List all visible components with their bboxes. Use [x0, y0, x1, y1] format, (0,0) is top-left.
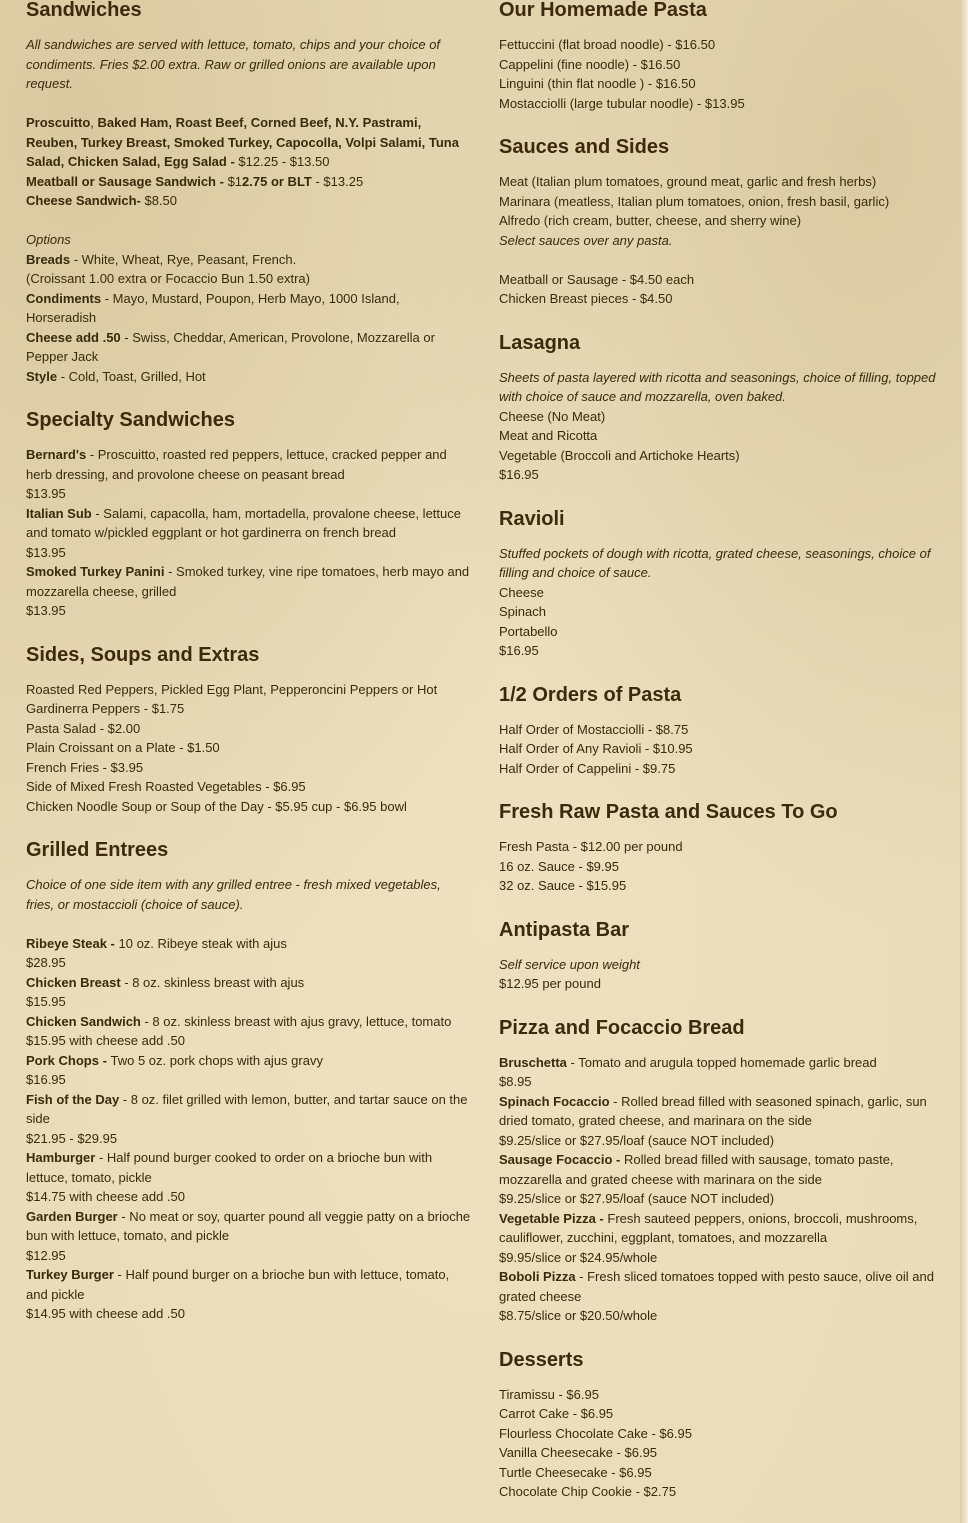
right-column — [499, 0, 944, 1502]
item-name: Ribeye Steak - — [26, 935, 119, 951]
item-name: Smoked Turkey Panini — [26, 564, 165, 579]
item-price: $8.95 — [499, 1074, 532, 1089]
desserts-section — [499, 1350, 944, 1502]
item-name: Sausage Focaccio - — [499, 1152, 624, 1167]
item-desc: - Half pound burger on a brioche bun with lettuce, tomato, and pickle — [26, 1267, 450, 1302]
item-price: $9.95/slice or $24.95/whole — [499, 1249, 658, 1265]
list-item: Cheese — [499, 584, 544, 600]
meatball-price: - $13.25 — [311, 173, 364, 189]
item-name: Chicken Sandwich — [26, 1013, 141, 1029]
list-item: Chocolate Chip Cookie - $2.75 — [499, 1484, 677, 1499]
ravioli-intro: Stuffed pockets of dough with ricotta, grated cheese, seasonings, choice of filling and choice of sauce. — [499, 545, 931, 580]
item-price: $28.95 — [26, 955, 66, 970]
item-desc: Rolled bread filled with sausage, tomato paste, mozzarella and grated cheese with marinara on the side — [499, 1152, 894, 1187]
raw-pasta-section — [499, 802, 944, 896]
list-item: Marinara (meatless, Italian plum tomatoes, onion, fresh basil, garlic) — [499, 193, 890, 209]
breads-label: Breads — [26, 251, 71, 267]
cheese-sandwich-name: Cheese Sandwich- — [26, 193, 145, 208]
item-desc: - Tomato and arugula topped homemade garlic bread — [566, 1054, 877, 1070]
meatball-name: Meatball or Sausage Sandwich - — [26, 173, 228, 189]
list-item: Pasta Salad - $2.00 — [26, 720, 141, 736]
item-price: $14.95 with cheese add .50 — [26, 1306, 186, 1321]
antipasta-section — [499, 920, 944, 994]
pizza-item — [499, 1150, 944, 1209]
list-item: Flourless Chocolate Cake - $6.95 — [499, 1425, 692, 1441]
item-price: $14.75 with cheese add .50 — [26, 1189, 186, 1204]
cheese-add-line — [26, 328, 471, 367]
list-item: Turtle Cheesecake - $6.95 — [499, 1464, 652, 1480]
item-desc: - Fresh sliced tomatoes topped with pesto sauce, olive oil and grated cheese — [499, 1269, 934, 1304]
meatball-name-2: 2.75 or BLT — [242, 173, 312, 189]
ravioli-heading: Ravioli — [499, 507, 565, 530]
condiments-label: Condiments — [26, 290, 102, 306]
options-label: Options — [26, 232, 71, 247]
style-line — [26, 367, 471, 387]
grilled-item — [26, 1148, 471, 1207]
item-desc: Two 5 oz. pork chops with ajus gravy — [110, 1052, 323, 1068]
pizza-section — [499, 1018, 944, 1326]
item-name: Pork Chops - — [26, 1052, 111, 1068]
list-item: 32 oz. Sauce - $15.95 — [499, 878, 627, 893]
list-item: Side of Mixed Fresh Roasted Vegetables - $6.95 — [26, 779, 306, 794]
list-item: Fettuccini (flat broad noodle) - $16.50 — [499, 37, 716, 52]
list-item: Vanilla Cheesecake - $6.95 — [499, 1445, 658, 1460]
style-text: - Cold, Toast, Grilled, Hot — [57, 368, 206, 384]
list-item: Linguini (thin flat noodle ) - $16.50 — [499, 76, 696, 91]
sandwich-list-price: $12.25 - $13.50 — [238, 154, 330, 169]
list-item: Alfredo (rich cream, butter, cheese, and sherry wine) — [499, 213, 802, 228]
item-price: $9.25/slice or $27.95/loaf (sauce NOT included) — [499, 1132, 775, 1148]
grilled-heading: Grilled Entrees — [26, 839, 169, 861]
sides-heading: Sides, Soups and Extras — [26, 643, 260, 666]
grilled-intro: Choice of one side item with any grilled entree - fresh mixed vegetables, fries, or mostaccioli (choice of sauce). — [26, 877, 441, 912]
meatball-line — [26, 172, 471, 192]
item-price: $15.95 — [26, 994, 66, 1009]
list-item: 16 oz. Sauce - $9.95 — [499, 858, 619, 874]
pizza-item — [499, 1209, 944, 1268]
item-desc: - 8 oz. filet grilled with lemon, butter, and tartar sauce on the side — [26, 1091, 468, 1126]
item-price: $15.95 with cheese add .50 — [26, 1033, 186, 1048]
list-item: Chicken Noodle Soup or Soup of the Day - $5.95 cup - $6.95 bowl — [26, 798, 407, 814]
pizza-heading: Pizza and Focaccio Bread — [499, 1016, 745, 1039]
cheese-sandwich-line — [26, 191, 471, 211]
item-desc: - 8 oz. skinless breast with ajus gravy, lettuce, tomato — [140, 1013, 452, 1029]
page-edge — [960, 0, 968, 1523]
sandwiches-intro: All sandwiches are served with lettuce, tomato, chips and your choice of condiments. Fries $2.00 extra. Raw or grilled onions are available upon request. — [26, 37, 441, 91]
list-item: Carrot Cake - $6.95 — [499, 1406, 614, 1421]
list-item: Fresh Pasta - $12.00 per pound — [499, 839, 683, 854]
list-item: Chicken Breast pieces - $4.50 — [499, 291, 673, 306]
sandwiches-section — [26, 0, 471, 386]
list-item: Portabello — [499, 623, 558, 639]
lasagna-heading: Lasagna — [499, 331, 581, 354]
list-item: Tiramissu - $6.95 — [499, 1386, 599, 1402]
condiments-line — [26, 289, 471, 328]
item-price: $16.95 — [26, 1072, 66, 1087]
desserts-heading: Desserts — [499, 1348, 584, 1371]
list-item: Mostacciolli (large tubular noodle) - $13.95 — [499, 95, 745, 111]
ravioli-section — [499, 509, 944, 661]
sandwich-list-sep: , — [90, 115, 98, 130]
sauces-heading: Sauces and Sides — [499, 136, 670, 158]
sandwich-list — [26, 113, 471, 172]
grilled-item — [26, 1090, 471, 1149]
item-name: Garden Burger — [26, 1208, 118, 1224]
list-item: Plain Croissant on a Plate - $1.50 — [26, 740, 220, 755]
pizza-item — [499, 1267, 944, 1326]
item-name: Hamburger — [26, 1150, 96, 1165]
item-desc: - Salami, capacolla, ham, mortadella, provalone cheese, lettuce and tomato w/pickled eggplant or hot gardinerra on french bread — [26, 505, 461, 540]
item-desc: - 8 oz. skinless breast with ajus — [120, 974, 305, 990]
pizza-item — [499, 1092, 944, 1151]
sandwich-list-bold-2: Baked Ham, Roast Beef, Corned Beef, N.Y. Pastrami, Reuben, Turkey Breast, Smoked Turkey, Capocolla, Volpi Salami, Tuna Salad, Chicken Salad, Egg Salad - — [26, 115, 459, 169]
item-desc: - Proscuitto, roasted red peppers, lettuce, cracked pepper and herb dressing, and provolone cheese on peasant bread — [26, 447, 447, 482]
cheese-add-text: - Swiss, Cheddar, American, Provolone, Mozzarella or Pepper Jack — [26, 329, 435, 364]
grilled-item — [26, 1012, 471, 1051]
antipasta-intro: Self service upon weight — [499, 956, 640, 972]
cheese-sandwich-price: $8.50 — [144, 193, 178, 208]
item-name: Italian Sub — [26, 505, 92, 521]
breads-text: - White, Wheat, Rye, Peasant, French. — [70, 251, 297, 267]
item-name: Fish of the Day — [26, 1091, 120, 1107]
item-desc: - No meat or soy, quarter pound all veggie patty on a brioche bun with lettuce, tomato, and pickle — [26, 1208, 471, 1243]
lasagna-section — [499, 333, 944, 485]
list-item: Half Order of Any Ravioli - $10.95 — [499, 741, 693, 756]
style-label: Style — [26, 368, 58, 384]
list-item: Half Order of Mostacciolli - $8.75 — [499, 721, 689, 737]
item-desc: - Half pound burger cooked to order on a brioche bun with lettuce, tomato, pickle — [26, 1150, 433, 1185]
half-orders-section — [499, 685, 944, 779]
list-item: Half Order of Cappelini - $9.75 — [499, 760, 676, 776]
sauces-section — [499, 137, 944, 309]
item-name: Bernard's — [26, 447, 87, 462]
list-item: Spinach — [499, 604, 546, 619]
pasta-heading: Our Homemade Pasta — [499, 0, 707, 21]
list-item: Cappelini (fine noodle) - $16.50 — [499, 56, 681, 72]
pasta-section — [499, 0, 944, 113]
item-desc: - Smoked turkey, vine ripe tomatoes, herb mayo and mozzarella cheese, grilled — [26, 564, 470, 599]
item-name: Boboli Pizza — [499, 1269, 576, 1284]
sandwiches-heading: Sandwiches — [26, 0, 142, 21]
raw-pasta-heading: Fresh Raw Pasta and Sauces To Go — [499, 801, 838, 823]
half-orders-heading: 1/2 Orders of Pasta — [499, 683, 682, 706]
meatball-mid: $1 — [227, 173, 243, 189]
specialty-item — [26, 445, 471, 504]
antipasta-heading: Antipasta Bar — [499, 918, 630, 941]
list-item: Meat and Ricotta — [499, 428, 598, 443]
list-item: $16.95 — [499, 467, 539, 482]
cheese-add-label: Cheese add .50 — [26, 329, 121, 345]
item-price: $21.95 - $29.95 — [26, 1130, 118, 1146]
item-price: $13.95 — [26, 486, 66, 501]
specialty-heading: Specialty Sandwiches — [26, 409, 235, 431]
item-name: Spinach Focaccio — [499, 1093, 610, 1109]
grilled-item — [26, 1265, 471, 1324]
item-name: Turkey Burger — [26, 1267, 114, 1282]
list-item: Meat (Italian plum tomatoes, ground meat, garlic and fresh herbs) — [499, 174, 877, 189]
item-price: $13.95 — [26, 603, 66, 618]
list-item: French Fries - $3.95 — [26, 759, 144, 775]
item-desc: 10 oz. Ribeye steak with ajus — [118, 935, 287, 951]
list-item: Meatball or Sausage - $4.50 each — [499, 271, 695, 287]
grilled-item — [26, 973, 471, 1012]
sandwich-list-bold-1: Proscuitto — [26, 115, 91, 130]
list-item: Roasted Red Peppers, Pickled Egg Plant, Pepperoncini Peppers or Hot Gardinerra Peppers - $1.75 — [26, 681, 438, 716]
grilled-section — [26, 840, 471, 1324]
list-item: $16.95 — [499, 643, 539, 658]
item-price: $8.75/slice or $20.50/whole — [499, 1308, 658, 1323]
item-name: Chicken Breast — [26, 974, 121, 990]
item-price: $12.95 — [26, 1247, 66, 1263]
pizza-item — [499, 1053, 944, 1092]
item-price: $13.95 — [26, 544, 66, 560]
sauces-note: Select sauces over any pasta. — [499, 232, 673, 248]
sides-section — [26, 645, 471, 817]
item-desc: Fresh sauteed peppers, onions, broccoli, mushrooms, cauliflower, zucchini, eggplant, tomatoes, and mozzarella — [499, 1210, 918, 1245]
grilled-item — [26, 1207, 471, 1266]
list-item: Vegetable (Broccoli and Artichoke Hearts) — [499, 447, 740, 463]
breads-line — [26, 250, 471, 270]
item-price: $9.25/slice or $27.95/loaf (sauce NOT included) — [499, 1191, 775, 1206]
left-column — [26, 0, 471, 1324]
item-desc: - Rolled bread filled with seasoned spinach, garlic, sun dried tomato, grated cheese, and marinara on the side — [499, 1093, 927, 1128]
lasagna-intro: Sheets of pasta layered with ricotta and seasonings, choice of filling, topped with choice of sauce and mozzarella, oven baked. — [499, 369, 936, 404]
grilled-item — [26, 1051, 471, 1090]
breads-extra: (Croissant 1.00 extra or Focaccio Bun 1.50 extra) — [26, 271, 310, 286]
list-item: Cheese (No Meat) — [499, 408, 606, 424]
grilled-item — [26, 934, 471, 973]
item-name: Bruschetta — [499, 1054, 567, 1070]
specialty-section — [26, 410, 471, 621]
specialty-item — [26, 562, 471, 621]
specialty-item — [26, 504, 471, 563]
item-name: Vegetable Pizza - — [499, 1210, 608, 1226]
list-item: $12.95 per pound — [499, 976, 601, 991]
condiments-text: - Mayo, Mustard, Poupon, Herb Mayo, 1000 Island, Horseradish — [26, 290, 400, 325]
